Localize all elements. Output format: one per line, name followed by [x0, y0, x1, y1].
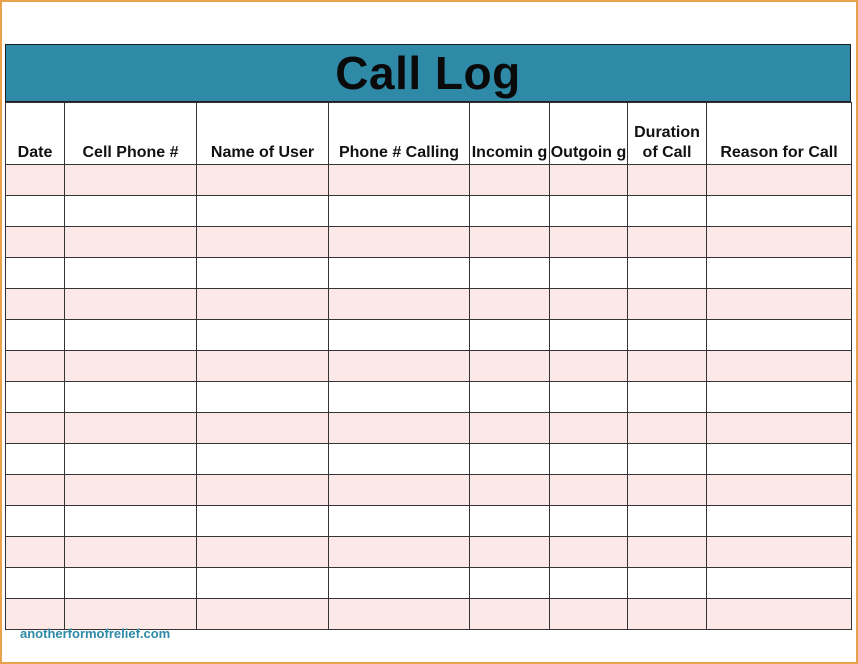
cell-reason[interactable] [707, 475, 852, 506]
cell-incoming[interactable] [470, 320, 550, 351]
cell-cell-phone[interactable] [65, 382, 197, 413]
column-header-date: Date [6, 103, 65, 165]
cell-date[interactable] [6, 258, 65, 289]
cell-phone-calling[interactable] [329, 351, 470, 382]
table-row [6, 227, 852, 258]
column-header-name-of-user: Name of User [197, 103, 329, 165]
cell-cell-phone[interactable] [65, 568, 197, 599]
cell-cell-phone[interactable] [65, 351, 197, 382]
cell-duration[interactable] [628, 258, 707, 289]
cell-duration[interactable] [628, 351, 707, 382]
cell-incoming[interactable] [470, 599, 550, 630]
cell-incoming[interactable] [470, 351, 550, 382]
cell-phone-calling[interactable] [329, 506, 470, 537]
cell-cell-phone[interactable] [65, 289, 197, 320]
cell-outgoing[interactable] [550, 351, 628, 382]
cell-outgoing[interactable] [550, 382, 628, 413]
cell-incoming[interactable] [470, 413, 550, 444]
cell-date[interactable] [6, 196, 65, 227]
cell-reason[interactable] [707, 289, 852, 320]
cell-date[interactable] [6, 537, 65, 568]
cell-name-of-user[interactable] [197, 444, 329, 475]
cell-duration[interactable] [628, 537, 707, 568]
cell-date[interactable] [6, 320, 65, 351]
cell-date[interactable] [6, 444, 65, 475]
cell-name-of-user[interactable] [197, 196, 329, 227]
cell-duration[interactable] [628, 444, 707, 475]
cell-reason[interactable] [707, 165, 852, 196]
cell-duration[interactable] [628, 320, 707, 351]
table-row [6, 413, 852, 444]
cell-date[interactable] [6, 227, 65, 258]
cell-reason[interactable] [707, 196, 852, 227]
cell-duration[interactable] [628, 196, 707, 227]
title-bar [5, 44, 851, 102]
cell-name-of-user[interactable] [197, 351, 329, 382]
cell-outgoing[interactable] [550, 506, 628, 537]
cell-incoming[interactable] [470, 227, 550, 258]
cell-name-of-user[interactable] [197, 537, 329, 568]
table-row [6, 258, 852, 289]
cell-name-of-user[interactable] [197, 475, 329, 506]
cell-incoming[interactable] [470, 444, 550, 475]
table-row [6, 537, 852, 568]
cell-duration[interactable] [628, 506, 707, 537]
cell-duration[interactable] [628, 382, 707, 413]
cell-phone-calling[interactable] [329, 537, 470, 568]
cell-reason[interactable] [707, 351, 852, 382]
cell-duration[interactable] [628, 165, 707, 196]
cell-incoming[interactable] [470, 506, 550, 537]
table-row [6, 475, 852, 506]
cell-phone-calling[interactable] [329, 413, 470, 444]
table-row [6, 599, 852, 630]
cell-date[interactable] [6, 289, 65, 320]
table-row [6, 506, 852, 537]
cell-name-of-user[interactable] [197, 227, 329, 258]
footer-source-url: anotherformofrelief.com [20, 626, 171, 641]
cell-outgoing[interactable] [550, 599, 628, 630]
table-row [6, 444, 852, 475]
cell-cell-phone[interactable] [65, 227, 197, 258]
cell-incoming[interactable] [470, 475, 550, 506]
cell-duration[interactable] [628, 289, 707, 320]
cell-duration[interactable] [628, 475, 707, 506]
cell-incoming[interactable] [470, 568, 550, 599]
cell-incoming[interactable] [470, 196, 550, 227]
cell-phone-calling[interactable] [329, 568, 470, 599]
cell-incoming[interactable] [470, 537, 550, 568]
cell-cell-phone[interactable] [65, 599, 197, 630]
column-header-reason: Reason for Call [707, 103, 852, 165]
cell-name-of-user[interactable] [197, 320, 329, 351]
cell-outgoing[interactable] [550, 289, 628, 320]
cell-cell-phone[interactable] [65, 165, 197, 196]
call-log-table [5, 102, 852, 630]
cell-outgoing[interactable] [550, 196, 628, 227]
cell-date[interactable] [6, 599, 65, 630]
cell-outgoing[interactable] [550, 320, 628, 351]
column-header-cell-phone: Cell Phone # [65, 103, 197, 165]
cell-reason[interactable] [707, 382, 852, 413]
column-header-incoming: Incomin g [470, 103, 550, 165]
cell-reason[interactable] [707, 227, 852, 258]
table-row [6, 289, 852, 320]
cell-outgoing[interactable] [550, 165, 628, 196]
cell-outgoing[interactable] [550, 444, 628, 475]
cell-outgoing[interactable] [550, 475, 628, 506]
cell-reason[interactable] [707, 537, 852, 568]
cell-phone-calling[interactable] [329, 165, 470, 196]
cell-name-of-user[interactable] [197, 382, 329, 413]
cell-name-of-user[interactable] [197, 506, 329, 537]
cell-duration[interactable] [628, 413, 707, 444]
cell-phone-calling[interactable] [329, 289, 470, 320]
cell-outgoing[interactable] [550, 568, 628, 599]
cell-phone-calling[interactable] [329, 382, 470, 413]
cell-name-of-user[interactable] [197, 258, 329, 289]
cell-cell-phone[interactable] [65, 196, 197, 227]
cell-reason[interactable] [707, 444, 852, 475]
cell-duration[interactable] [628, 599, 707, 630]
cell-reason[interactable] [707, 320, 852, 351]
cell-date[interactable] [6, 413, 65, 444]
cell-phone-calling[interactable] [329, 227, 470, 258]
table-row [6, 320, 852, 351]
cell-incoming[interactable] [470, 382, 550, 413]
cell-date[interactable] [6, 506, 65, 537]
cell-cell-phone[interactable] [65, 413, 197, 444]
cell-name-of-user[interactable] [197, 599, 329, 630]
cell-cell-phone[interactable] [65, 258, 197, 289]
table-row [6, 568, 852, 599]
cell-incoming[interactable] [470, 165, 550, 196]
call-log-rows [6, 165, 852, 630]
cell-date[interactable] [6, 165, 65, 196]
cell-outgoing[interactable] [550, 413, 628, 444]
column-header-phone-calling: Phone # Calling [329, 103, 470, 165]
cell-cell-phone[interactable] [65, 475, 197, 506]
cell-reason[interactable] [707, 599, 852, 630]
cell-name-of-user[interactable] [197, 413, 329, 444]
cell-outgoing[interactable] [550, 537, 628, 568]
cell-date[interactable] [6, 382, 65, 413]
cell-name-of-user[interactable] [197, 165, 329, 196]
call-log-sheet [5, 44, 851, 630]
cell-reason[interactable] [707, 568, 852, 599]
cell-name-of-user[interactable] [197, 289, 329, 320]
cell-name-of-user[interactable] [197, 568, 329, 599]
cell-incoming[interactable] [470, 289, 550, 320]
cell-reason[interactable] [707, 413, 852, 444]
cell-outgoing[interactable] [550, 258, 628, 289]
cell-cell-phone[interactable] [65, 537, 197, 568]
cell-outgoing[interactable] [550, 227, 628, 258]
table-row [6, 351, 852, 382]
cell-cell-phone[interactable] [65, 444, 197, 475]
cell-phone-calling[interactable] [329, 599, 470, 630]
cell-duration[interactable] [628, 568, 707, 599]
cell-phone-calling[interactable] [329, 320, 470, 351]
cell-cell-phone[interactable] [65, 506, 197, 537]
cell-reason[interactable] [707, 506, 852, 537]
cell-cell-phone[interactable] [65, 320, 197, 351]
cell-phone-calling[interactable] [329, 258, 470, 289]
column-header-duration: Duration of Call [628, 103, 707, 165]
cell-phone-calling[interactable] [329, 444, 470, 475]
header-row [6, 103, 852, 165]
cell-duration[interactable] [628, 227, 707, 258]
cell-phone-calling[interactable] [329, 475, 470, 506]
table-row [6, 196, 852, 227]
table-row [6, 165, 852, 196]
column-header-outgoing: Outgoin g [550, 103, 628, 165]
cell-date[interactable] [6, 351, 65, 382]
cell-date[interactable] [6, 475, 65, 506]
cell-date[interactable] [6, 568, 65, 599]
cell-reason[interactable] [707, 258, 852, 289]
cell-incoming[interactable] [470, 258, 550, 289]
page-title: Call Log [335, 47, 521, 99]
table-row [6, 382, 852, 413]
cell-phone-calling[interactable] [329, 196, 470, 227]
